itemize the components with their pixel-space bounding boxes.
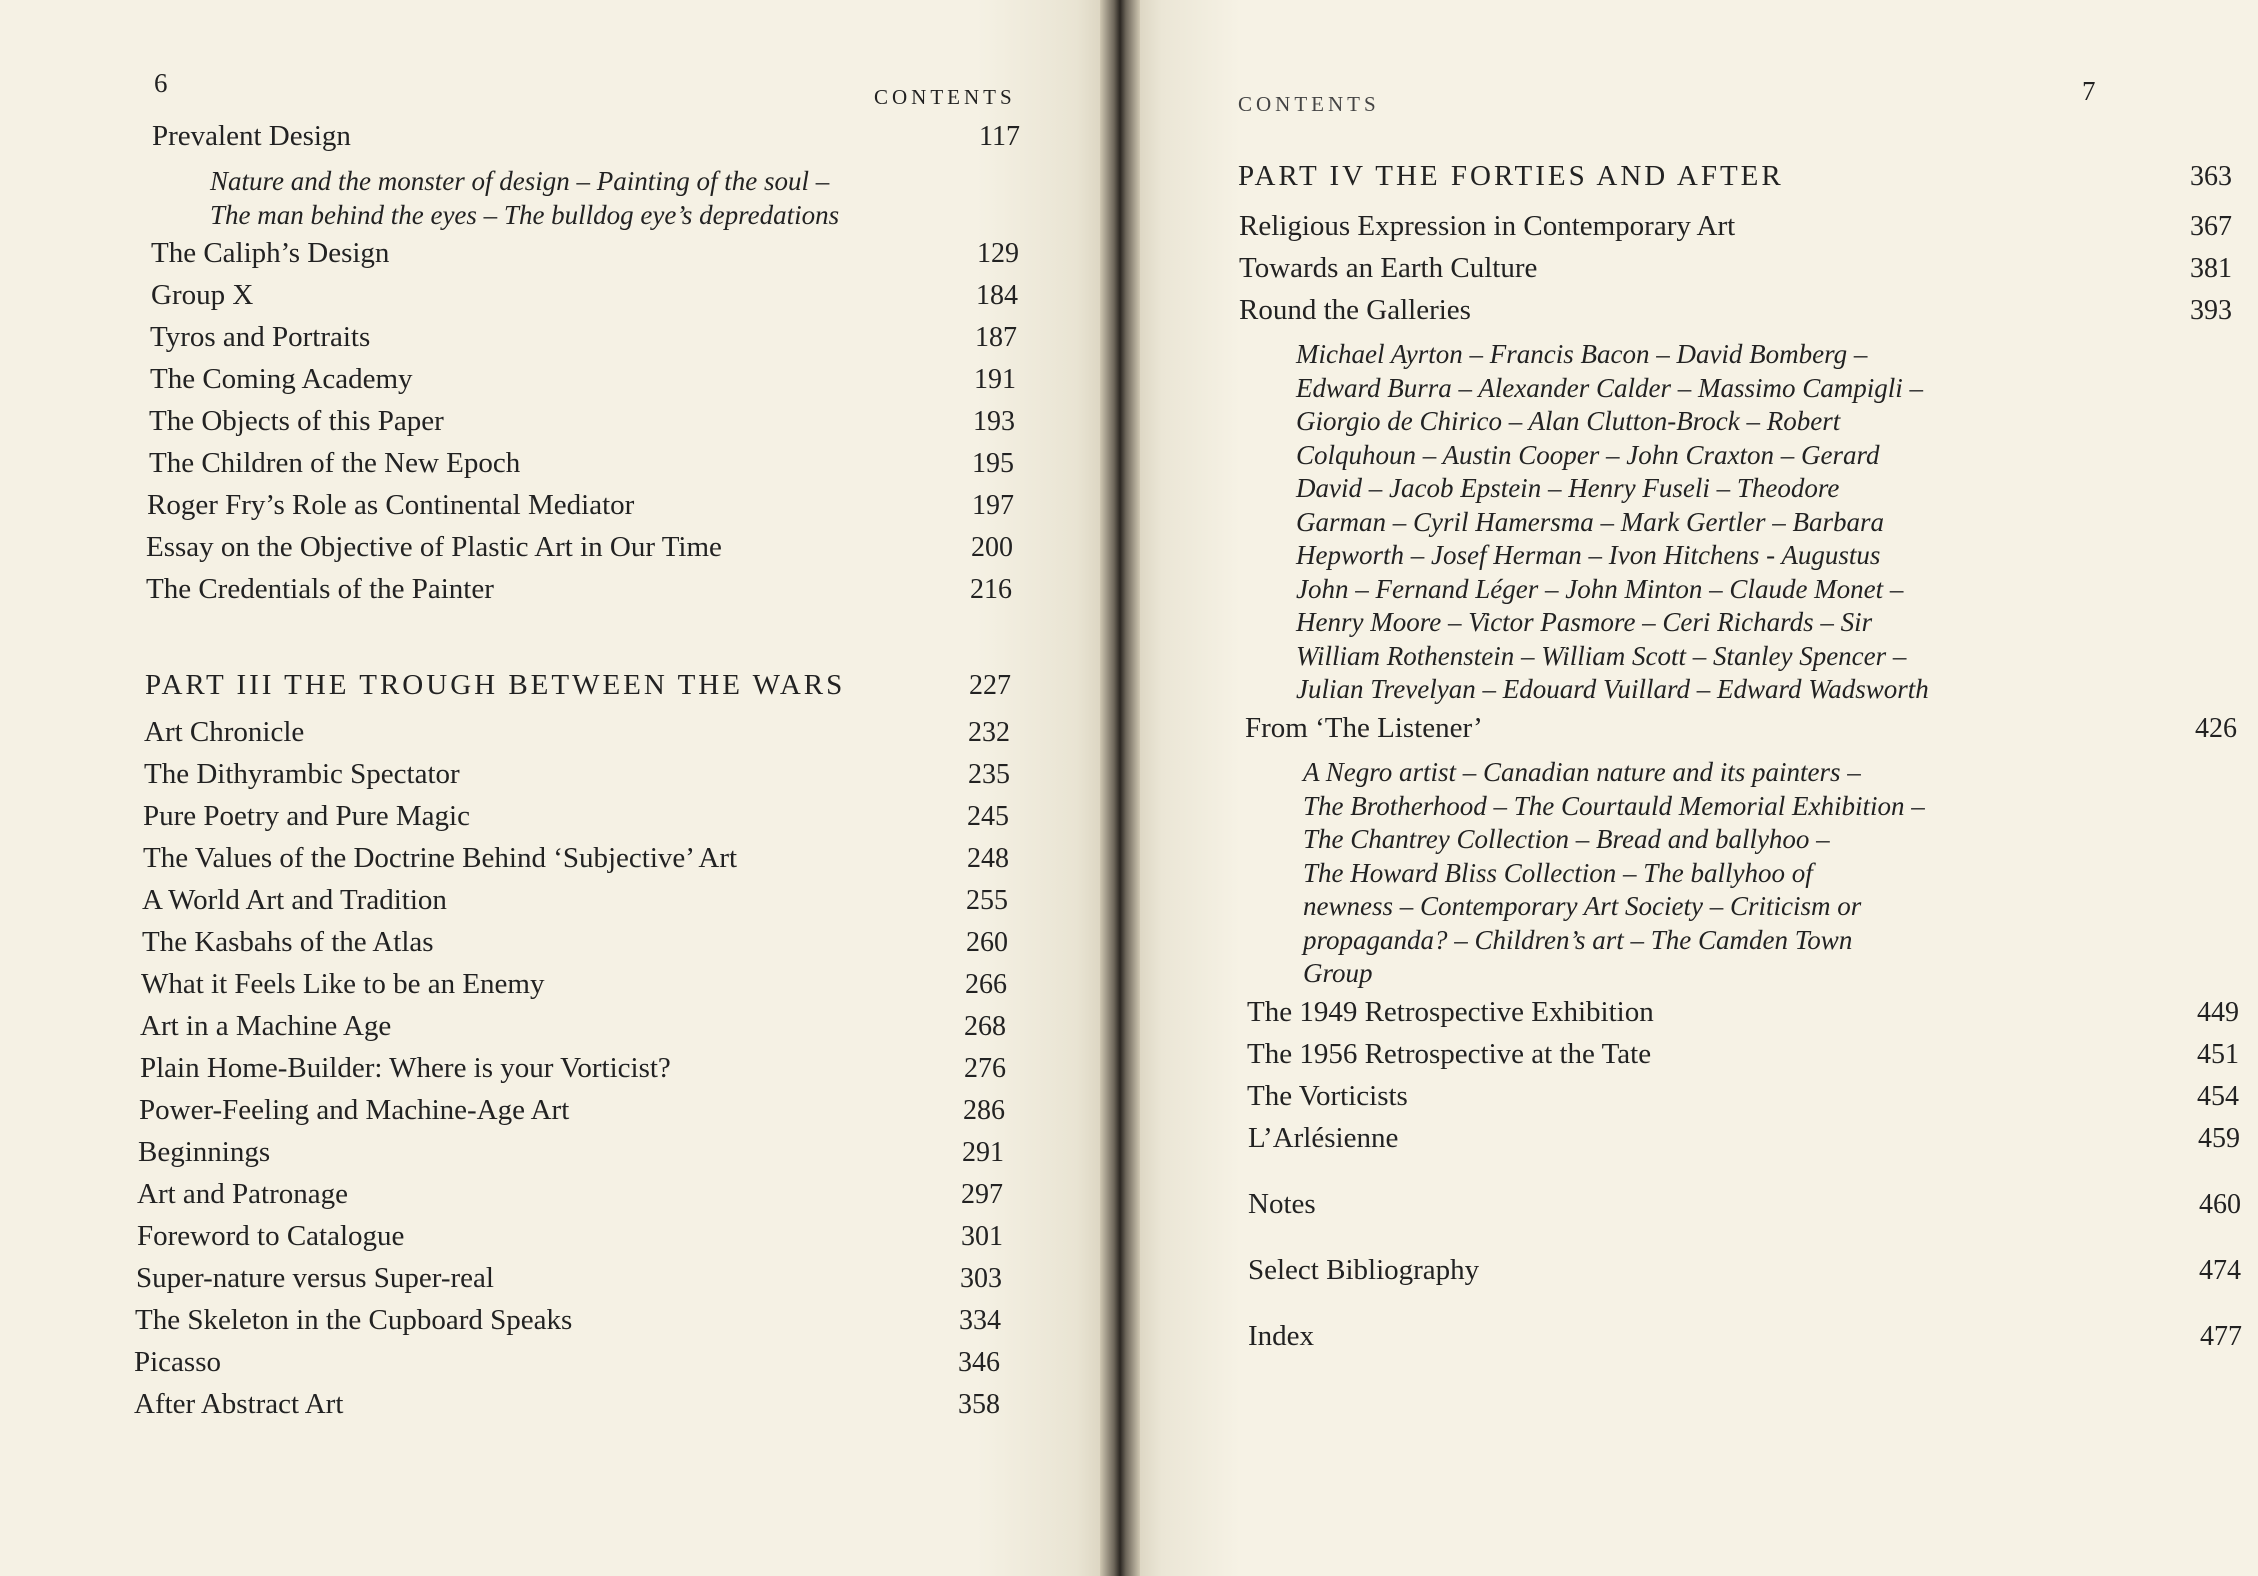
entry-page: 459 <box>2198 1123 2240 1154</box>
entry-page: 449 <box>2197 997 2239 1028</box>
entry-title: The Vorticists <box>1247 1080 1408 1112</box>
entry-title: Power-Feeling and Machine-Age Art <box>139 1094 570 1126</box>
toc-entry <box>142 884 1008 924</box>
right-page <box>1128 0 2258 1576</box>
entry-title: Picasso <box>134 1346 221 1378</box>
entry-title: Group X <box>151 279 254 311</box>
toc-entry <box>1239 252 2232 292</box>
subtopic-line: Hepworth – Josef Herman – Ivon Hitchens - Augustus <box>1296 540 1881 570</box>
toc-entry <box>134 1346 1000 1386</box>
entry-title: The 1949 Retrospective Exhibition <box>1247 996 1654 1028</box>
entry-page: 245 <box>967 801 1009 832</box>
toc-entry <box>143 842 1009 882</box>
entry-title: The Credentials of the Painter <box>146 573 494 605</box>
toc-entry <box>1248 1122 2240 1162</box>
entry-page: 346 <box>958 1347 1000 1378</box>
toc-entry <box>146 573 1012 613</box>
entry-subtopics <box>210 165 839 232</box>
subtopic-line: A Negro artist – Canadian nature and its painters – <box>1303 757 1861 787</box>
toc-entry <box>140 1052 1006 1092</box>
toc-entry <box>144 758 1010 798</box>
toc-entry <box>141 968 1007 1008</box>
part-title: PART IV THE FORTIES AND AFTER <box>1238 160 1784 192</box>
entry-title: Towards an Earth Culture <box>1239 252 1538 284</box>
subtopic-line: The Chantrey Collection – Bread and ballyhoo – <box>1303 824 1830 854</box>
subtopic-line: Henry Moore – Victor Pasmore – Ceri Richards – Sir <box>1296 607 1873 637</box>
entry-title: Select Bibliography <box>1248 1254 1480 1286</box>
entry-page: 381 <box>2190 253 2232 284</box>
entry-page: 393 <box>2190 295 2232 326</box>
toc-entry <box>1239 294 2232 334</box>
part-page: 363 <box>2190 161 2232 192</box>
entry-page: 197 <box>972 490 1014 521</box>
toc-entry <box>139 1094 1005 1134</box>
toc-entry <box>134 1388 1000 1428</box>
entry-title: L’Arlésienne <box>1248 1122 1399 1154</box>
subtopic-line: Giorgio de Chirico – Alan Clutton-Brock – Robert <box>1296 406 1841 436</box>
entry-title: Religious Expression in Contemporary Art <box>1239 210 1736 242</box>
subtopic-line: Garman – Cyril Hamersma – Mark Gertler – Barbara <box>1296 506 1884 537</box>
subtopic-line: Edward Burra – Alexander Calder – Massimo Campigli – <box>1296 372 1923 403</box>
running-head: CONTENTS <box>874 85 1016 109</box>
toc-entry <box>142 926 1008 966</box>
entry-title: Plain Home-Builder: Where is your Vorticist? <box>140 1052 671 1084</box>
entry-page: 474 <box>2199 1255 2241 1286</box>
toc-entry <box>135 1304 1001 1344</box>
entry-title: Art in a Machine Age <box>140 1010 392 1042</box>
entry-page: 255 <box>966 885 1008 916</box>
entry-page: 358 <box>958 1389 1000 1420</box>
entry-page: 367 <box>2190 211 2232 242</box>
entry-title: A World Art and Tradition <box>142 884 447 916</box>
entry-title: What it Feels Like to be an Enemy <box>141 968 545 1000</box>
entry-page: 426 <box>2195 713 2237 744</box>
entry-page: 454 <box>2197 1081 2239 1112</box>
entry-page: 276 <box>964 1053 1006 1084</box>
left-page <box>0 0 1110 1576</box>
part-page: 227 <box>969 670 1011 701</box>
entry-page: 460 <box>2199 1189 2241 1220</box>
toc-entry <box>1248 1254 2241 1294</box>
page-number: 7 <box>2082 76 2096 106</box>
toc-entry <box>136 1262 1002 1302</box>
toc-entry <box>1248 1320 2242 1360</box>
toc-entry <box>1247 1080 2239 1120</box>
entry-title: Essay on the Objective of Plastic Art in Our Time <box>146 531 722 563</box>
entry-page: 193 <box>973 406 1015 437</box>
entry-title: The Children of the New Epoch <box>149 447 521 479</box>
entry-page: 334 <box>959 1305 1001 1336</box>
subtopic-line: The man behind the eyes – The bulldog eye’s depredations <box>210 199 840 230</box>
entry-page: 187 <box>975 322 1017 353</box>
subtopic-line: David – Jacob Epstein – Henry Fuseli – Theodore <box>1296 473 1840 503</box>
entry-title: Art and Patronage <box>137 1178 348 1210</box>
subtopic-line: William Rothenstein – William Scott – Stanley Spencer – <box>1296 640 1907 671</box>
entry-page: 129 <box>977 238 1019 269</box>
entry-title: Tyros and Portraits <box>150 321 371 353</box>
subtopic-line: Julian Trevelyan – Edouard Vuillard – Edward Wadsworth <box>1296 674 1929 704</box>
entry-title: The Values of the Doctrine Behind ‘Subjective’ Art <box>143 842 738 874</box>
toc-entry <box>1245 712 2237 752</box>
subtopic-line: propaganda? – Children’s art – The Camden Town <box>1303 924 1853 955</box>
toc-entry <box>1239 210 2232 250</box>
page-number: 6 <box>154 68 168 98</box>
entry-title: From ‘The Listener’ <box>1245 712 1483 744</box>
entry-title: Foreword to Catalogue <box>137 1220 405 1252</box>
entry-title: Index <box>1248 1320 1315 1352</box>
entry-title: The 1956 Retrospective at the Tate <box>1247 1038 1652 1070</box>
entry-page: 216 <box>970 574 1012 605</box>
subtopic-line: John – Fernand Léger – John Minton – Claude Monet – <box>1296 573 1904 604</box>
entry-title: Roger Fry’s Role as Continental Mediator <box>147 489 635 521</box>
entry-page: 235 <box>968 759 1010 790</box>
entry-page: 117 <box>979 121 1020 152</box>
toc-entry <box>149 405 1015 445</box>
entry-page: 303 <box>960 1263 1002 1294</box>
part-heading <box>1238 160 2232 200</box>
toc-entry <box>143 800 1009 840</box>
entry-page: 266 <box>965 969 1007 1000</box>
toc-entry <box>144 716 1010 756</box>
toc-entry <box>137 1178 1003 1218</box>
subtopic-line: newness – Contemporary Art Society – Criticism or <box>1303 891 1862 921</box>
entry-page: 184 <box>976 280 1018 311</box>
toc-entry <box>138 1136 1004 1176</box>
subtopic-line: Michael Ayrton – Francis Bacon – David Bomberg – <box>1296 339 1868 369</box>
entry-page: 291 <box>962 1137 1004 1168</box>
entry-title: Round the Galleries <box>1239 294 1471 326</box>
entry-title: The Objects of this Paper <box>149 405 444 437</box>
book-gutter <box>1100 0 1140 1576</box>
subtopic-line: The Brotherhood – The Courtauld Memorial Exhibition – <box>1303 790 1925 821</box>
toc-entry <box>137 1220 1003 1260</box>
toc-entry <box>150 363 1016 403</box>
toc-entry <box>1248 1188 2241 1228</box>
entry-page: 191 <box>974 364 1016 395</box>
toc-entry <box>1247 996 2239 1036</box>
toc-entry <box>149 447 1014 487</box>
entry-page: 477 <box>2200 1321 2242 1352</box>
toc-entry <box>151 237 1019 277</box>
subtopic-line: The Howard Bliss Collection – The ballyhoo of <box>1303 857 1813 888</box>
subtopic-line: Group <box>1303 958 1373 988</box>
entry-page: 195 <box>972 448 1014 479</box>
entry-page: 268 <box>964 1011 1006 1042</box>
entry-title: Pure Poetry and Pure Magic <box>143 800 470 832</box>
entry-title: The Kasbahs of the Atlas <box>142 926 434 958</box>
entry-page: 451 <box>2197 1039 2239 1070</box>
entry-title: Art Chronicle <box>144 716 305 748</box>
toc-entry <box>151 279 1018 319</box>
entry-page: 297 <box>961 1179 1003 1210</box>
part-title: PART III THE TROUGH BETWEEN THE WARS <box>145 669 846 701</box>
entry-page: 200 <box>971 532 1013 563</box>
entry-title: Super-nature versus Super-real <box>136 1262 494 1294</box>
entry-title: The Coming Academy <box>150 363 413 395</box>
entry-page: 286 <box>963 1095 1005 1126</box>
entry-title: The Skeleton in the Cupboard Speaks <box>135 1304 573 1336</box>
entry-page: 232 <box>968 717 1010 748</box>
entry-page: 260 <box>966 927 1008 958</box>
part-heading <box>145 669 1011 709</box>
entry-title: Notes <box>1248 1188 1316 1220</box>
entry-subtopics <box>1296 338 1929 707</box>
toc-entry <box>140 1010 1006 1050</box>
toc-entry <box>150 321 1017 361</box>
running-head: CONTENTS <box>1238 92 1380 116</box>
toc-entry <box>147 489 1014 529</box>
subtopic-line: Colquhoun – Austin Cooper – John Craxton – Gerard <box>1296 439 1880 470</box>
entry-title: Beginnings <box>138 1136 271 1168</box>
toc-entry <box>152 120 1020 160</box>
entry-page: 248 <box>967 843 1009 874</box>
subtopic-line: Nature and the monster of design – Painting of the soul – <box>210 166 830 196</box>
toc-entry <box>1247 1038 2239 1078</box>
entry-title: After Abstract Art <box>134 1388 344 1420</box>
entry-title: Prevalent Design <box>152 120 351 152</box>
entry-page: 301 <box>961 1221 1003 1252</box>
entry-subtopics <box>1303 756 1925 991</box>
entry-title: The Caliph’s Design <box>151 237 390 269</box>
entry-title: The Dithyrambic Spectator <box>144 758 460 790</box>
toc-entry <box>146 531 1013 571</box>
